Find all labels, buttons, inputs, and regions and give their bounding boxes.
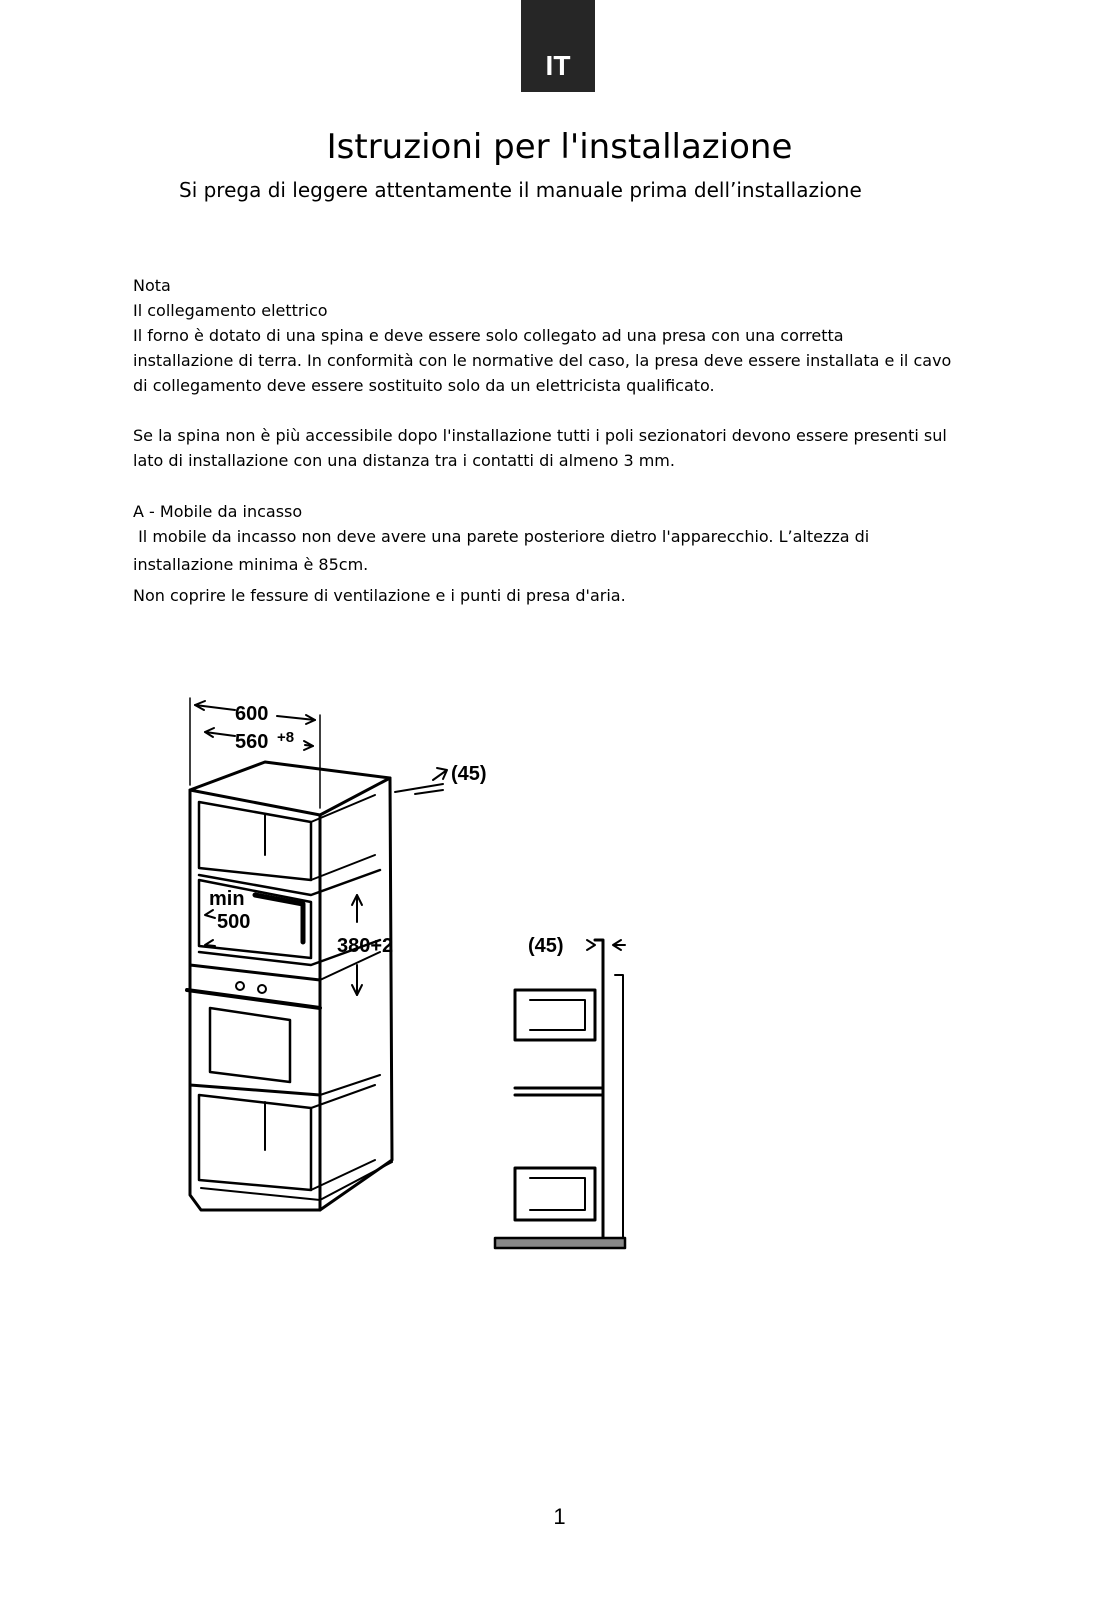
- dim-min-value: 500: [217, 911, 251, 933]
- dim-min-label: min: [209, 888, 245, 910]
- note-heading: Nota: [133, 276, 171, 295]
- dim-width-inner-tolerance: +8: [277, 729, 295, 746]
- installation-diagram: [185, 690, 655, 1275]
- note-paragraph-line: lato di installazione con una distanza tra i contatti di almeno 3 mm.: [133, 451, 675, 470]
- note-paragraph-line: installazione di terra. In conformità con le normative del caso, la presa deve essere installata e il cavo: [133, 351, 952, 370]
- page-title: Istruzioni per l'installazione: [326, 127, 793, 167]
- page-subtitle: Si prega di leggere attentamente il manuale prima dell’installazione: [179, 178, 862, 202]
- page-number: 1: [553, 1504, 566, 1529]
- dim-opening-height: 380+2: [337, 935, 394, 957]
- note-paragraph-line: Il forno è dotato di una spina e deve essere solo collegato ad una presa con una corretta: [133, 326, 844, 345]
- cabinet-section: [133, 499, 1013, 608]
- note-subheading: Il collegamento elettrico: [133, 301, 328, 320]
- cabinet-paragraph-line: installazione minima è 85cm.: [133, 555, 369, 574]
- installation-diagram-svg: [185, 690, 655, 1270]
- cabinet-heading: A - Mobile da incasso: [133, 502, 303, 521]
- cabinet-paragraph-line: Il mobile da incasso non deve avere una parete posteriore dietro l'apparecchio. L’altezza di: [133, 527, 870, 546]
- side-dim-back-gap: (45): [528, 935, 564, 957]
- dim-width-outer: 600: [235, 703, 269, 725]
- note-paragraph-line: di collegamento deve essere sostituito solo da un elettricista qualificato.: [133, 376, 715, 395]
- note-section: [133, 273, 1013, 473]
- cabinet-paragraph-line: Non coprire le fessure di ventilazione e i punti di presa d'aria.: [133, 586, 626, 605]
- language-tab: IT: [521, 0, 595, 92]
- note-paragraph-line: Se la spina non è più accessibile dopo l'installazione tutti i poli sezionatori devono essere presenti sul: [133, 426, 947, 445]
- dim-back-gap: (45): [451, 763, 487, 785]
- cabinet-top: [190, 762, 390, 815]
- dim-width-inner: 560: [235, 731, 269, 753]
